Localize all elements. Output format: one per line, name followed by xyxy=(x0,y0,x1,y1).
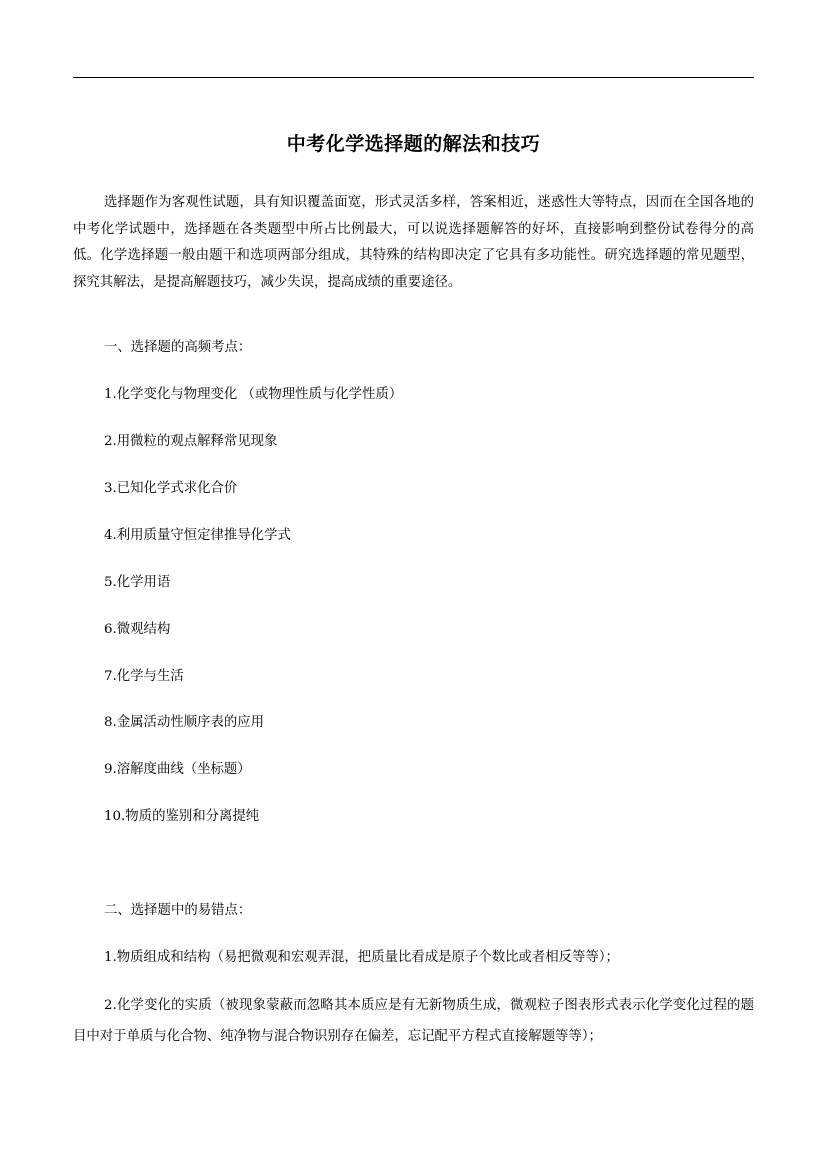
section2-heading: 二、选择题中的易错点： xyxy=(104,903,252,918)
document-title: 中考化学选择题的解法和技巧 xyxy=(286,133,541,155)
list-item: 8.金属活动性顺序表的应用 xyxy=(104,715,265,730)
header-rule xyxy=(73,77,754,78)
list-item: 6.微观结构 xyxy=(104,622,171,637)
intro-paragraph: 选择题作为客观性试题，具有知识覆盖面宽，形式灵活多样，答案相近，迷惑性大等特点，因而在全国各地的中考化学试题中，选择题在各类题型中所占比例最大，可以说选择题解答的好坏，直接影响到整份试卷得分的高低。化学选择题一般由题干和选项两部分组成，其特殊的结构即决定了它具有多功能性。研究选择题的常见题型，探究其解法，是提高解题技巧，减少失误，提高成绩的重要途径。 xyxy=(73,195,754,290)
section1-heading: 一、选择题的高频考点： xyxy=(104,340,252,355)
list-item: 1.化学变化与物理变化 （或物理性质与化学性质） xyxy=(104,387,403,402)
list-item: 10.物质的鉴别和分离提纯 xyxy=(104,809,260,824)
list-item: 7.化学与生活 xyxy=(104,669,184,684)
list-item: 9.溶解度曲线（坐标题） xyxy=(104,762,251,777)
list-item: 3.已知化学式求化合价 xyxy=(104,481,238,496)
list-item: 2.用微粒的观点解释常见现象 xyxy=(104,434,278,449)
list-item: 4.利用质量守恒定律推导化学式 xyxy=(104,528,291,543)
list-item: 1.物质组成和结构（易把微观和宏观弄混，把质量比看成是原子个数比或者相反等等）； xyxy=(104,950,619,965)
list-item: 5.化学用语 xyxy=(104,575,171,590)
list-item: 2.化学变化的实质（被现象蒙蔽而忽略其本质应是有无新物质生成，微观粒子图表形式表示化学变化过程的题目中对于单质与化合物、纯净物与混合物识别存在偏差，忘记配平方程式直接解题等等）； xyxy=(73,998,754,1044)
